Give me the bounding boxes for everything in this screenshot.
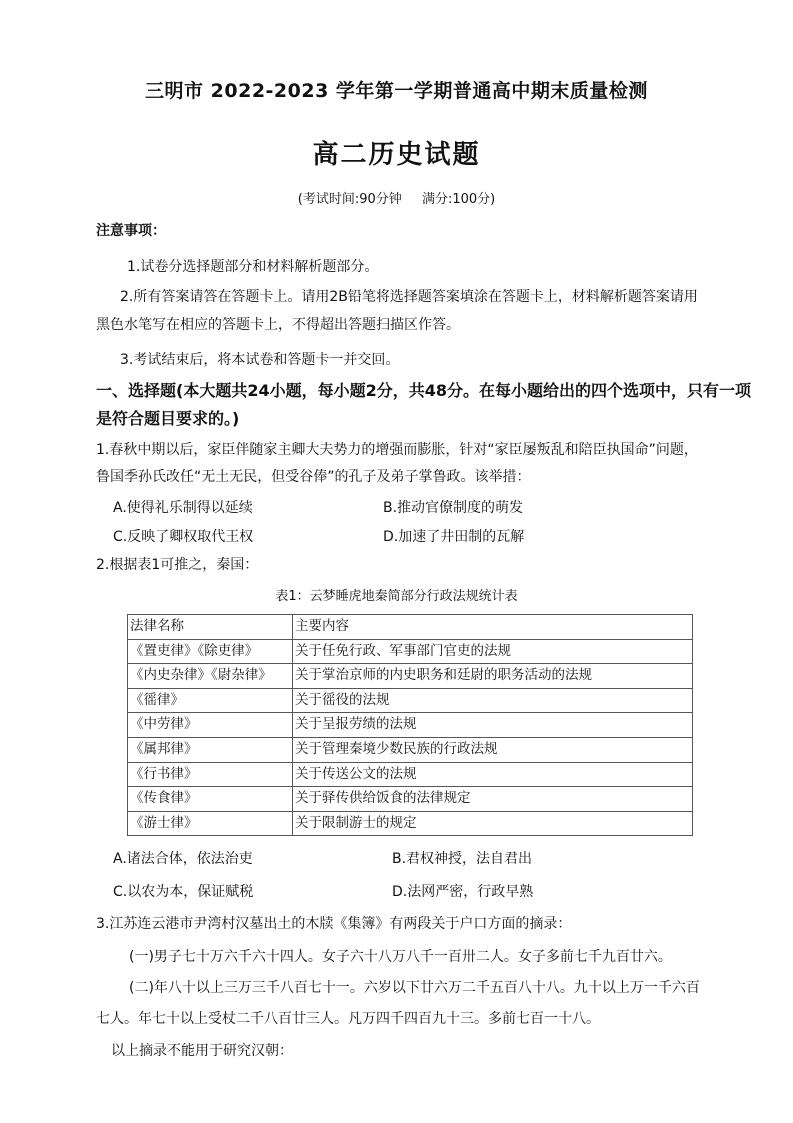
table-caption: 表1：云梦睡虎地秦简部分行政法规统计表 (275, 589, 518, 604)
q1-option-b: B.推动官僚制度的萌发 (383, 500, 524, 516)
notice-item-2-line-2: 黑色水笔写在相应的答题卡上，不得超出答题扫描区作答。 (96, 317, 460, 333)
exam-title: 三明市 2022-2023 学年第一学期普通高中期末质量检测 (145, 80, 648, 102)
notice-item-3: 3.考试结束后，将本试卷和答题卡一并交回。 (120, 352, 400, 368)
table-cell: 关于徭役的法规 (293, 688, 693, 713)
table-row (128, 787, 693, 812)
table-cell: 关于掌治京师的内史职务和廷尉的职务活动的法规 (293, 664, 693, 689)
section-heading-line-1: 一、选择题(本大题共24小题，每小题2分，共48分。在每小题给出的四个选项中，只有一项 (96, 381, 751, 400)
table-header-row (128, 615, 693, 640)
table-row (128, 762, 693, 787)
exam-time: (考试时间:90分钟 (297, 192, 402, 207)
table-header-cell: 法律名称 (128, 615, 293, 640)
table-cell: 《游士律》 (128, 811, 293, 836)
subject-title: 高二历史试题 (312, 140, 481, 170)
q1-option-c: C.反映了卿权取代王权 (113, 529, 254, 545)
table-cell: 关于任免行政、军事部门官吏的法规 (293, 639, 693, 664)
q1-option-d: D.加速了井田制的瓦解 (383, 529, 525, 545)
q2-stem: 2.根据表1可推之，秦国： (96, 557, 259, 573)
table-cell: 关于驿传供给饭食的法律规定 (293, 787, 693, 812)
exam-score: 满分:100分) (421, 192, 496, 207)
table-row (128, 811, 693, 836)
q3-passage-2-line-2: 七人。年七十以上受杖二千八百廿三人。凡万四千四百九十三。多前七百一十八。 (96, 1011, 600, 1027)
table-cell: 关于传送公文的法规 (293, 762, 693, 787)
q1-option-a: A.使得礼乐制得以延续 (113, 500, 253, 516)
q1-stem-line-1: 1.春秋中期以后，家臣伴随家主卿大夫势力的增强而膨胀，针对“家臣屡叛乱和陪臣执国命”问题， (96, 442, 698, 458)
table-cell: 关于呈报劳绩的法规 (293, 713, 693, 738)
table-header-cell: 主要内容 (293, 615, 693, 640)
table-cell: 《中劳律》 (128, 713, 293, 738)
q3-passage-2-line-1: (二)年八十以上三万三千八百七十一。六岁以下廿六万二千五百八十八。九十以上万一千六百 (129, 980, 700, 996)
q3-stem: 3.江苏连云港市尹湾村汉墓出土的木牍《集簿》有两段关于户口方面的摘录： (96, 916, 572, 932)
table-row (128, 664, 693, 689)
table-row (128, 688, 693, 713)
q2-option-d: D.法网严密，行政早熟 (392, 884, 534, 900)
table-cell: 《徭律》 (128, 688, 293, 713)
notice-heading: 注意事项： (96, 223, 166, 239)
q2-option-c: C.以农为本，保证赋税 (113, 884, 254, 900)
table-cell: 《置吏律》《除吏律》 (128, 639, 293, 664)
q3-passage-1: (一)男子七十万六千六十四人。女子六十八万八千一百卅二人。女子多前七千九百廿六。 (129, 949, 672, 965)
table-cell: 关于限制游士的规定 (293, 811, 693, 836)
table-cell: 关于管理秦境少数民族的行政法规 (293, 737, 693, 762)
table-cell: 《行书律》 (128, 762, 293, 787)
exam-info (0, 188, 793, 207)
notice-item-2-line-1: 2.所有答案请答在答题卡上。请用2B铅笔将选择题答案填涂在答题卡上，材料解析题答案请用 (120, 289, 698, 305)
q3-tail: 以上摘录不能用于研究汉朝： (111, 1043, 293, 1059)
q2-option-b: B.君权神授，法自君出 (392, 851, 533, 867)
table-cell: 《属邦律》 (128, 737, 293, 762)
table-cell: 《传食律》 (128, 787, 293, 812)
table-cell: 《内史杂律》《尉杂律》 (128, 664, 293, 689)
section-heading-line-2: 是符合题目要求的。) (96, 409, 240, 428)
law-table (127, 614, 693, 836)
table-row (128, 639, 693, 664)
q2-option-a: A.诸法合体，依法治吏 (113, 851, 253, 867)
notice-item-1: 1.试卷分选择题部分和材料解析题部分。 (127, 259, 379, 275)
q1-stem-line-2: 鲁国季孙氏改任“无土无民，但受谷俸”的孔子及弟子掌鲁政。该举措： (96, 469, 531, 485)
table-row (128, 713, 693, 738)
table-row (128, 737, 693, 762)
